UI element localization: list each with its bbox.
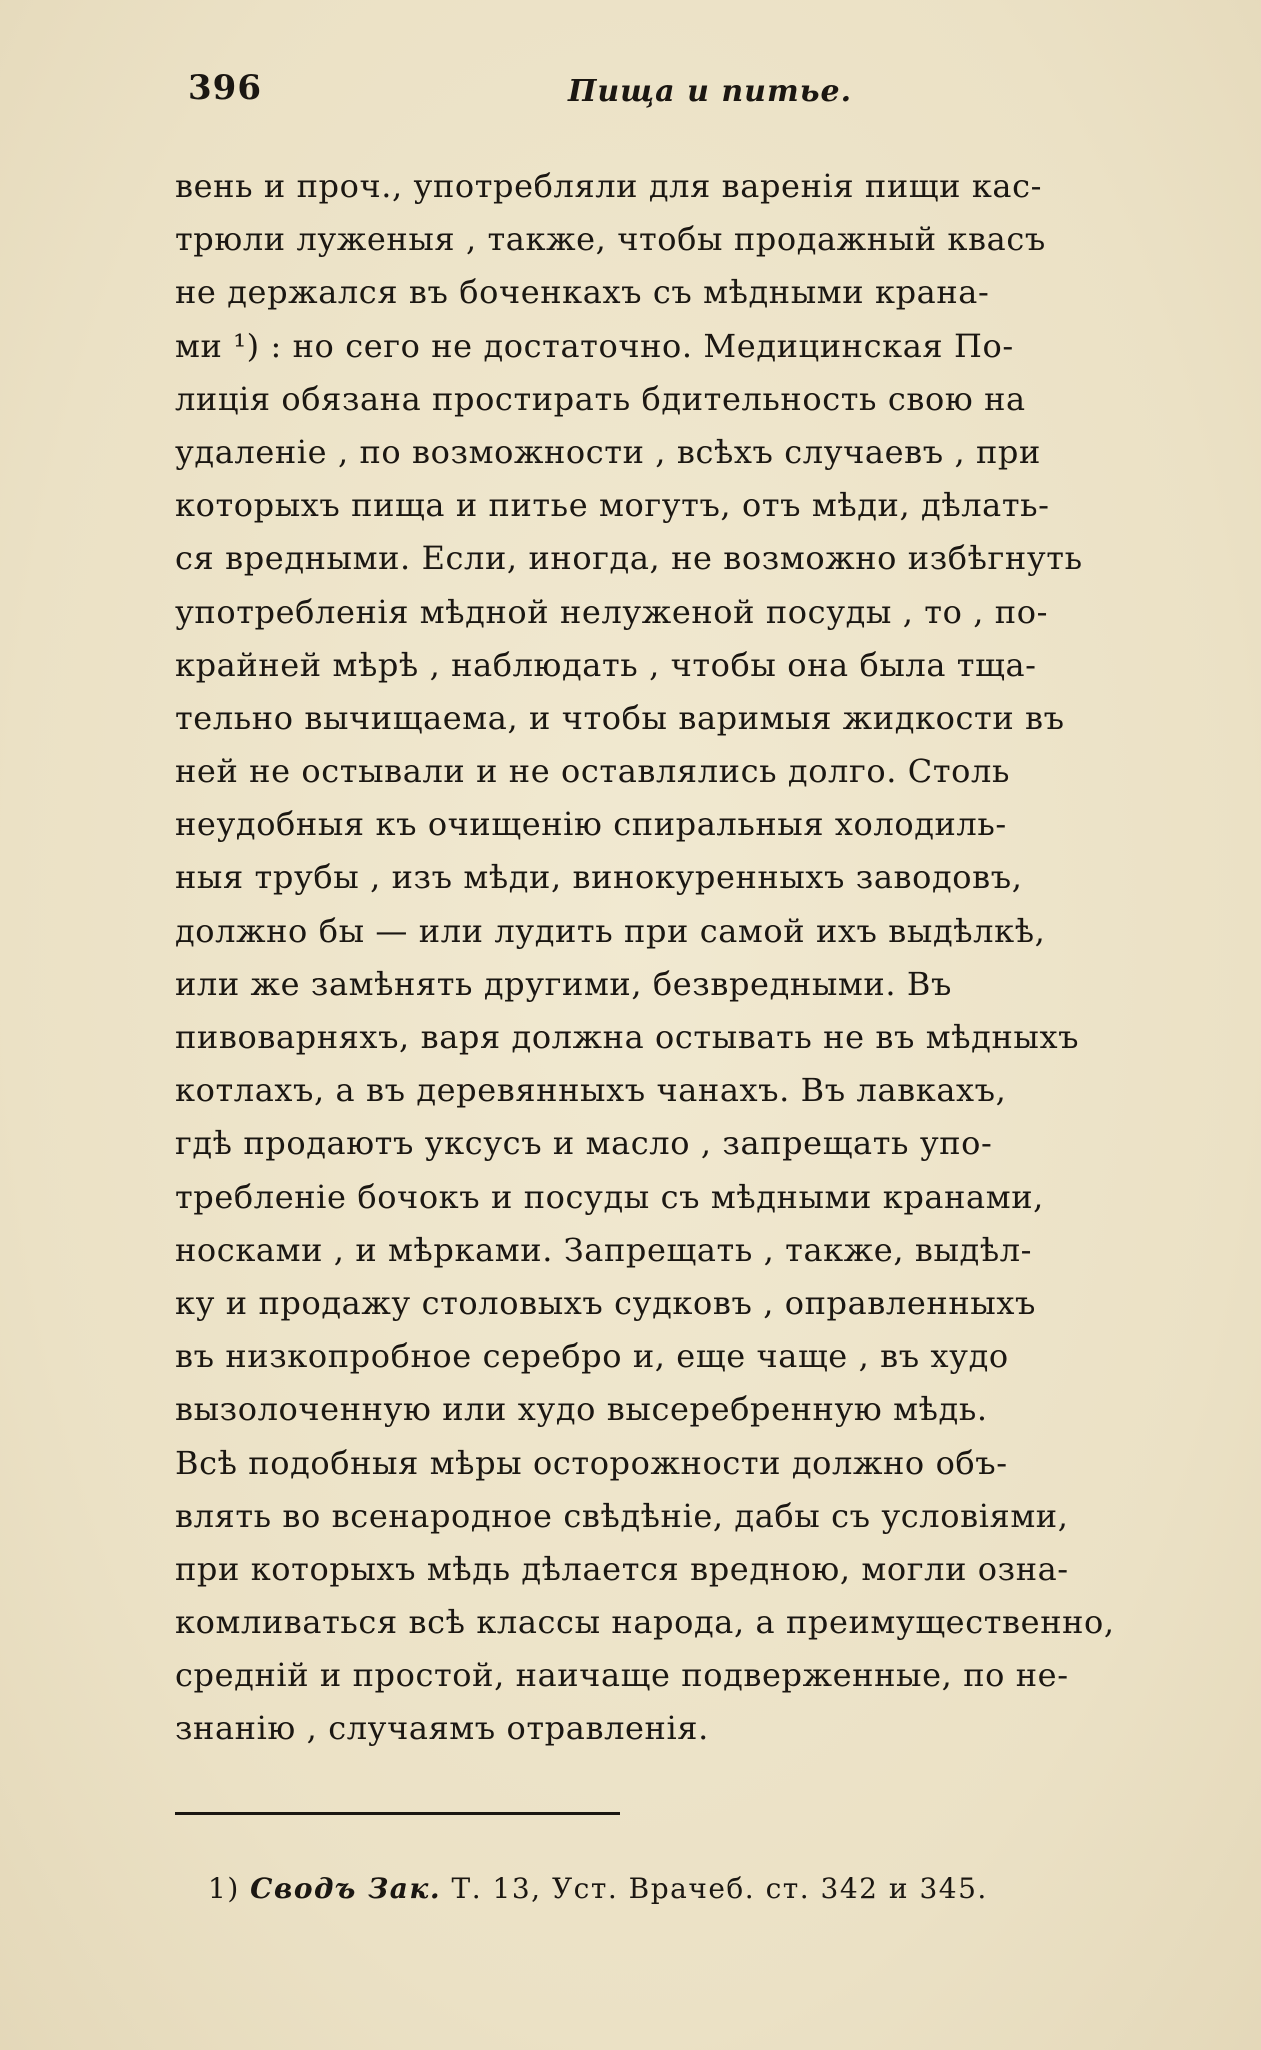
- text-line: удаленіе , по возможности , всѣхъ случаевъ , при: [175, 432, 1041, 471]
- text-line: средній и простой, наичаще подверженные, по не-: [175, 1656, 1069, 1695]
- text-line: носками , и мѣрками. Запрещать , также, выдѣл-: [175, 1230, 1033, 1269]
- text-line: неудобныя къ очищенію спиральныя холодиль-: [175, 805, 1007, 844]
- text-line: крайней мѣрѣ , наблюдать , чтобы она была тща-: [175, 645, 1037, 684]
- text-line: которыхъ пища и питье могутъ, отъ мѣди, дѣлать-: [175, 486, 1050, 525]
- text-line: вень и проч., употребляли для варенія пищи кас-: [175, 167, 1043, 205]
- text-line: ныя трубы , изъ мѣди, винокуренныхъ заводовъ,: [175, 858, 1023, 897]
- text-line: ку и продажу столовыхъ судковъ , оправленныхъ: [175, 1283, 1036, 1322]
- text-line: влять во всенародное свѣдѣніе, дабы съ условіями,: [175, 1496, 1069, 1535]
- text-line: требленіе бочокъ и посуды съ мѣдными кранами,: [175, 1177, 1044, 1216]
- text-line: трюли луженыя , также, чтобы продажный квасъ: [175, 220, 1046, 259]
- text-line: ней не остывали и не оставлялись долго. Столь: [175, 752, 1010, 791]
- page-header: [188, 68, 1198, 118]
- page-number: 396: [188, 68, 262, 108]
- text-line: при которыхъ мѣдь дѣлается вредною, могли озна-: [175, 1549, 1069, 1588]
- footnote-marker: 1): [208, 1872, 240, 1905]
- footnote-source: Сводъ Зак.: [250, 1872, 442, 1905]
- text-line: котлахъ, а въ деревянныхъ чанахъ. Въ лавкахъ,: [175, 1071, 1007, 1110]
- footnote-reference: Т. 13, Уст. Врачеб. ст. 342 и 345.: [451, 1872, 988, 1905]
- text-line: тельно вычищаема, и чтобы варимыя жидкости въ: [175, 698, 1065, 737]
- body-text: [175, 160, 1200, 1756]
- text-line: ми ¹) : но сего не достаточно. Медицинская По-: [175, 326, 1014, 365]
- text-line: или же замѣнять другими, безвредными. Въ: [175, 964, 952, 1003]
- text-line: должно бы — или лудить при самой ихъ выдѣлкѣ,: [175, 911, 1046, 950]
- footnote: [208, 1872, 988, 1905]
- footnote-divider: [175, 1812, 620, 1815]
- text-line: употребленія мѣдной нелуженой посуды , то , по-: [175, 592, 1048, 631]
- text-line: Всѣ подобныя мѣры осторожности должно объ-: [175, 1443, 1008, 1482]
- text-line: вызолоченную или худо высеребренную мѣдь.: [175, 1390, 988, 1429]
- text-line: пивоварняхъ, варя должна остывать не въ мѣдныхъ: [175, 1018, 1080, 1056]
- text-line: гдѣ продаютъ уксусъ и масло , запрещать упо-: [175, 1124, 993, 1163]
- text-line: въ низкопробное серебро и, еще чаще , въ худо: [175, 1337, 1009, 1376]
- text-line: не держался въ боченкахъ съ мѣдными крана-: [175, 273, 990, 312]
- running-title: Пища и питье.: [568, 74, 853, 109]
- text-line: комливаться всѣ классы народа, а преимущественно,: [175, 1603, 1115, 1642]
- text-line: знанію , случаямъ отравленія.: [175, 1709, 709, 1748]
- text-line: ся вредными. Если, иногда, не возможно избѣгнуть: [175, 539, 1083, 578]
- text-line: лиція обязана простирать бдительность свою на: [175, 379, 1026, 418]
